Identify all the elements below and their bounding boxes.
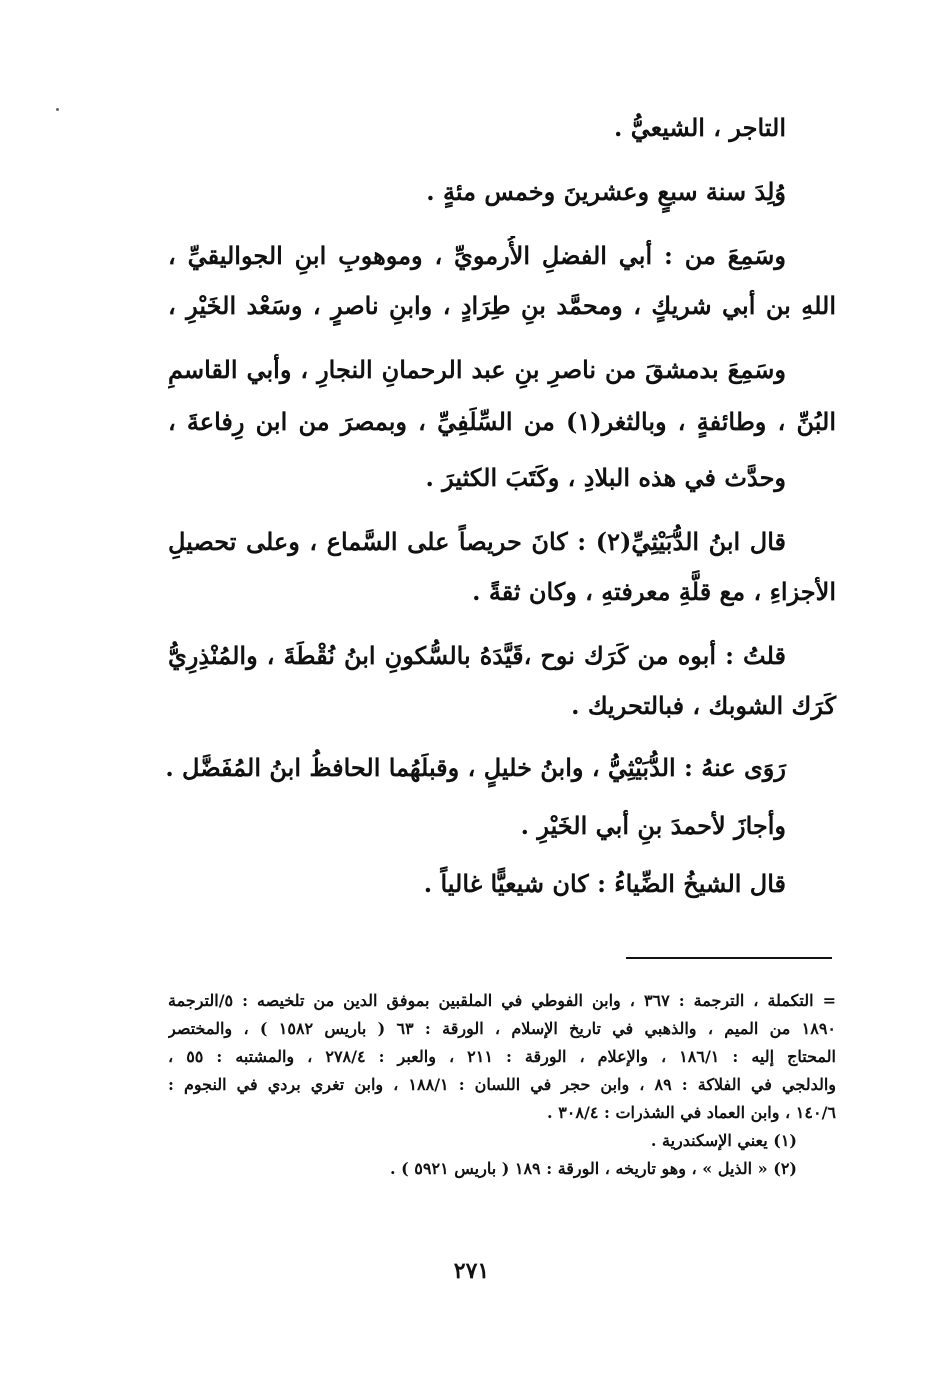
text-line: وحدَّث في هذه البلادِ ، وكَتَبَ الكثيرَ . bbox=[425, 463, 786, 492]
text-line: كَرَك الشوبك ، فبالتحريك . bbox=[571, 691, 836, 720]
footnote-line: = التكملة ، الترجمة : ٣٦٧ ، وابن الفوطي في الملقبين بموفق الدين من تلخيصه : ٥/الترجمة bbox=[168, 991, 836, 1010]
text-line: وأجازَ لأحمدَ بنِ أبي الخَيْرِ . bbox=[520, 811, 786, 840]
footnote-line: والدلجي في الفلاكة : ٨٩ ، وابن حجر في اللسان : ١٨٨/١ ، وابن تغري بردي في النجوم : bbox=[168, 1075, 836, 1094]
footnote-separator bbox=[626, 957, 832, 959]
text-line: وسَمِعَ بدمشقَ من ناصرِ بنِ عبد الرحمانِ النجارِ ، وأبي القاسمِ bbox=[168, 355, 786, 384]
text-line: الأجزاءِ ، مع قلَّةِ معرفتهِ ، وكان ثقةً . bbox=[472, 577, 836, 606]
footnote-line: (١) يعني الإسكندرية . bbox=[650, 1131, 797, 1150]
footnote-line: ١٤٠/٦ ، وابن العماد في الشذرات : ٣٠٨/٤ . bbox=[547, 1103, 836, 1122]
text-line: قال ابنُ الدُّبَيْثِيِّ(٢) : كانَ حريصاً على السَّماع ، وعلى تحصيلِ bbox=[168, 527, 786, 556]
text-line: وسَمِعَ من : أبي الفضلِ الأُرمويِّ ، وموهوبِ ابنِ الجواليقيِّ ، bbox=[168, 241, 786, 270]
page-number: ٢٧١ bbox=[453, 1258, 490, 1284]
text-line: وُلِدَ سنة سبعٍ وعشرينَ وخمس مئةٍ . bbox=[426, 177, 786, 206]
footnote-line: (٢) « الذيل » ، وهو تاريخه ، الورقة : ١٨٩ ( باريس ٥٩٢١ ) . bbox=[390, 1159, 797, 1178]
text-line: البُنِّ ، وطائفةٍ ، وبالثغر(١) من السِّلَفِيِّ ، وبمصرَ من ابن رِفاعةَ ، bbox=[168, 407, 836, 436]
text-line: رَوَى عنهُ : الدُّبَيْثِيُّ ، وابنُ خليلٍ ، وقبلَهُما الحافظُ ابنُ المُفَضَّل . bbox=[165, 753, 786, 782]
text-line: قلتُ : أبوه من كَرَك نوح ،قَيَّدَهُ بالسُّكونِ ابنُ نُقْطَةَ ، والمُنْذِرِيُّ bbox=[168, 641, 786, 670]
footnote-line: ١٨٩٠ من الميم ، والذهبي في تاريخ الإسلام ، الورقة : ٦٣ ( باريس ١٥٨٢ ) ، والمختصر bbox=[168, 1019, 836, 1038]
text-line: التاجر ، الشيعيُّ . bbox=[614, 113, 786, 142]
text-line: اللهِ بن أبي شريكٍ ، ومحمَّد بنِ طِرَادٍ ، وابنِ ناصرٍ ، وسَعْد الخَيْرِ ، bbox=[168, 291, 836, 320]
footnote-line: المحتاج إليه : ١٨٦/١ ، والإعلام ، الورقة : ٢١١ ، والعبر : ٢٧٨/٤ ، والمشتبه : ٥٥ ، bbox=[168, 1047, 836, 1066]
scan-speck bbox=[56, 108, 59, 111]
text-line: قال الشيخُ الضِّياءُ : كان شيعيًّا غالياً . bbox=[423, 869, 786, 898]
